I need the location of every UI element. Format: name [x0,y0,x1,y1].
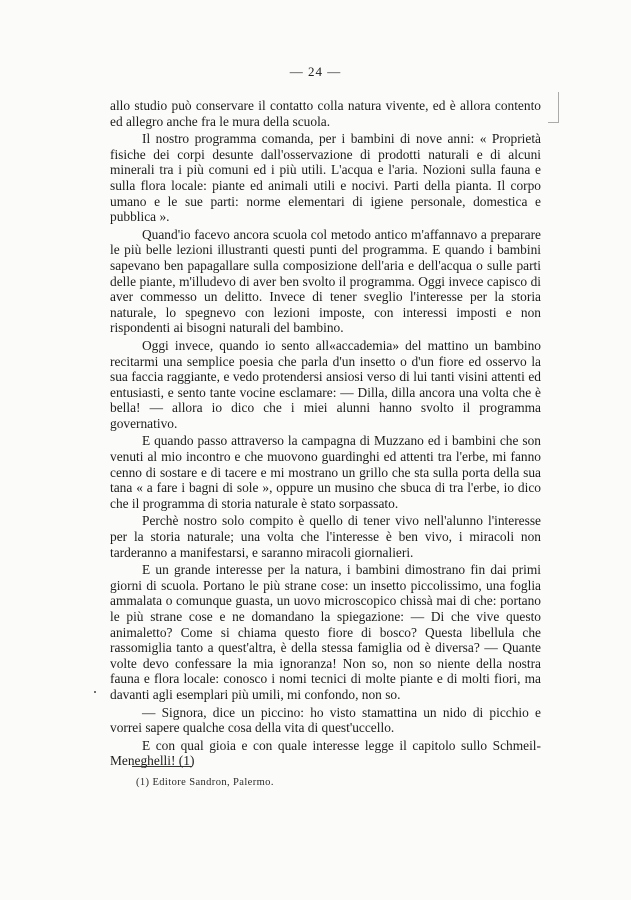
paragraph: allo studio può conservare il contatto colla natura vivente, ed è allora contento ed allegro anche fra le mura della scuola. [110,98,541,129]
footnote: (1) Editore Sandron, Palermo. [136,777,274,788]
paragraph: — Signora, dice un piccino: ho visto stamattina un nido di picchio e vorrei sapere qualche cosa della vita di quest'uccello. [110,704,541,736]
paragraph: Oggi invece, quando io sento all«accademia» del mattino un bambino recitarmi una semplice poesia che parla d'un insetto o d'un fiore ed osservo la sua faccia raggiante, e vedo protendersi ansiosi verso di lui tanti visini attenti ed entusiasti, e sento tante vocine esclamare: — Dilla, dilla ancora una volta che è bella! — allora io dico che i miei alunni hanno svolto il programma governativo. [110,337,541,431]
stray-mark [94,691,96,693]
paragraph: E con qual gioia e con quale interesse legge il capitolo sullo Schmeil-Meneghelli! (1) [110,737,541,769]
footnote-rule [132,766,192,767]
margin-mark [548,92,559,123]
paragraph: Perchè nostro solo compito è quello di tener vivo nell'alunno l'interesse per la storia naturale; una volta che l'interesse è ben vivo, i miracoli non tarderanno a manifestarsi, e saranno miracoli giornalieri. [110,513,541,560]
paragraph: Il nostro programma comanda, per i bambini di nove anni: « Proprietà fisiche dei corpi desunte dall'osservazione di prodotti naturali e di alcuni minerali tra i più comuni ed i più utili. L'acqua e l'aria. Nozioni sulla fauna e sulla flora locale: piante ed animali utili e nocivi. Parti della pianta. Il corpo umano e le sue parti: norme elementari di igiene personale, domestica e pubblica ». [110,131,541,225]
paragraph: E quando passo attraverso la campagna di Muzzano ed i bambini che son venuti al mio incontro e che muovono guardinghi ed attenti tra l'erbe, mi fanno cenno di sostare e di tacere e mi mostrano un grillo che sta sulla porta della sua tana « a fare i bagni di sole », oppure un musino che sbuca di tra l'erbe, io dico che il programma di storia naturale è stato sorpassato. [110,433,541,511]
body-text [110,98,541,771]
page-number: — 24 — [289,64,342,79]
paragraph: Quand'io facevo ancora scuola col metodo antico m'affannavo a preparare le più belle lezioni illustranti questi punti del programma. E quando i bambini sapevano ben papagallare sulla composizione dell'aria e dell'acqua o sulle parti delle piante, m'illudevo di aver ben svolto il programma. Oggi invece capisco di aver commesso un delitto. Invece di tener sveglio l'interesse per la storia naturale, lo spegnevo con lezioni imposte, con interessi imposti e non rispondenti ai bisogni naturali del bambino. [110,226,541,336]
paragraph: E un grande interesse per la natura, i bambini dimostrano fin dai primi giorni di scuola. Portano le più strane cose: un insetto piccolissimo, una foglia ammalata o comunque guasta, un uovo microscopico chissà mai di che: portano le più strane cose e ne domandano la spiegazione: — Di che vive questo animaletto? Come si chiama questo fiore di bosco? Questa libellula che rassomiglia tanto a quest'altra, è della stessa famiglia od è diversa? — Quante volte devo confessare la mia ignoranza! Non so, non so niente della nostra fauna e flora locale: conosco i nomi tecnici di molte piante e di molti fiori, ma davanti agli esemplari più umili, mi confondo, non so. [110,562,541,702]
